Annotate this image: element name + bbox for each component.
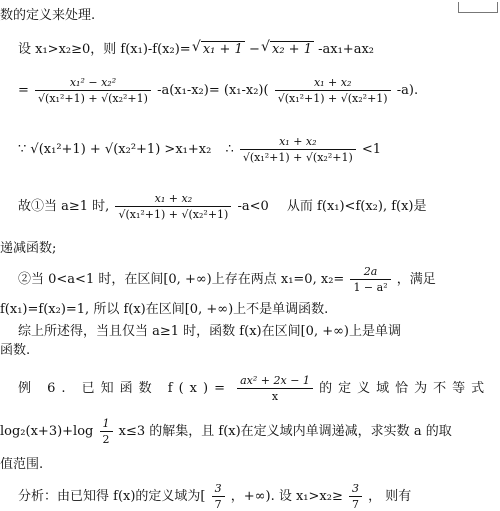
dom2-num: 3 — [351, 482, 359, 495]
text-l3-tail1: -a(x₁-x₂)= — [157, 83, 220, 98]
because-symbol: ∵ — [18, 142, 27, 157]
line-4 — [18, 135, 381, 164]
fraction-2 — [275, 76, 391, 105]
text-l14-start: 分析：由已知得 f(x)的定义域为[ — [18, 489, 206, 504]
line-8 — [0, 298, 328, 317]
text-l6: 递减函数; — [0, 241, 57, 256]
text-l2-tail: -ax₁+ax₂ — [318, 42, 374, 57]
fraction-domain-2 — [349, 482, 362, 511]
text-l3-mid: (x₁-x₂)( — [223, 83, 269, 98]
line-7 — [18, 265, 436, 294]
fraction-log-base — [100, 417, 113, 446]
text-l8: f(x₁)=f(x₂)=1, 所以 f(x)在区间[0, +∞)上不是单调函数. — [0, 302, 329, 317]
sqrt-x2: √ x₂ + 1 — [270, 41, 314, 57]
fraction-3 — [240, 135, 356, 164]
line-9 — [18, 320, 401, 339]
text-l11-end: 的定义域恰为不等式 — [319, 381, 491, 396]
frac2-den: √(x₁²+1) + √(x₂²+1) — [275, 90, 391, 105]
ex-num: ax² + 2x − 1 — [240, 374, 310, 387]
line-14 — [18, 482, 411, 511]
line-6 — [0, 237, 56, 256]
text-l1: 数的定义来处理. — [0, 8, 96, 23]
sqrt-x1: √ x₁ + 1 — [201, 41, 245, 57]
text-l4-tail: <1 — [361, 142, 382, 157]
text-l2: 设 x₁>x₂≥0，则 f(x₁)-f(x₂)= — [18, 42, 191, 57]
text-l3-tail2: -a). — [396, 83, 419, 98]
dom2-den: 7 — [349, 496, 362, 511]
text-l7-start: ②当 0<a<1 时，在区间[0, +∞)上存在两点 x₁=0, — [18, 272, 317, 287]
text-l5-start: 故①当 a≥1 时, — [18, 199, 110, 214]
text-l12-end: x≤3 的解集，且 f(x)在定义域内单调递减，求实数 a 的取 — [118, 424, 452, 439]
fraction-4 — [115, 192, 231, 221]
text-l5-end: 从而 f(x₁)<f(x₂), f(x)是 — [286, 199, 427, 214]
text-l4-left: √(x₁²+1) + √(x₂²+1) — [30, 142, 161, 157]
x2-num: 2a — [363, 265, 378, 278]
frac1-num: x₁² − x₂² — [69, 76, 117, 89]
fraction-1 — [35, 76, 151, 105]
line-11 — [18, 374, 490, 403]
text-l7-x2: x₂= — [320, 272, 345, 287]
fraction-x2 — [350, 265, 390, 294]
log-den: 2 — [100, 431, 113, 446]
line-1 — [0, 4, 95, 23]
text-l9: 综上所述得，当且仅当 a≥1 时，函数 f(x)在区间[0, +∞)上是单调 — [18, 324, 401, 339]
frac1-den: √(x₁²+1) + √(x₂²+1) — [35, 90, 151, 105]
frac2-num: x₁ + x₂ — [313, 76, 352, 89]
text-l14-mid: ，+∞). 设 x₁>x₂≥ — [230, 489, 343, 504]
dom-den: 7 — [212, 496, 225, 511]
line-3: = $\frac{\text{x₁² − x₂²}}{\text{√(x₁²+1) + √(x₂²+1)}}$ -a(x₁-x₂)= (x₁-x₂)( $\frac{\text{x₁ + x₂}}{\text{√(x₁²+1) + √(x₂²+1)}}$ -a). — [18, 76, 419, 105]
line-13 — [0, 453, 43, 472]
text-l14-end: ， 则有 — [368, 489, 412, 504]
frac4-num: x₁ + x₂ — [154, 192, 193, 205]
dom-num: 3 — [214, 482, 222, 495]
line-10 — [0, 339, 30, 358]
text-l13: 值范围. — [0, 457, 44, 472]
text-l10: 函数. — [0, 343, 31, 358]
ex-den: x — [237, 388, 313, 403]
frac3-den: √(x₁²+1) + √(x₂²+1) — [240, 149, 356, 164]
text-l4-mid: >x₁+x₂ — [164, 142, 212, 157]
fraction-example — [237, 374, 313, 403]
therefore-symbol: ∴ — [225, 142, 234, 157]
line-2: 设 x₁>x₂≥0，则 f(x₁)-f(x₂)= √ x₁ + 1 − √ x₂ + 1 -ax₁+ax₂ — [18, 38, 374, 57]
text-l11-start: 例 6. 已知函数 f(x)= — [18, 381, 231, 396]
line-5 — [18, 192, 427, 221]
line-12 — [0, 417, 452, 446]
x2-den: 1 − a² — [350, 279, 390, 294]
log-num: 1 — [102, 417, 110, 430]
frac4-den: √(x₁²+1) + √(x₂²+1) — [115, 206, 231, 221]
corner-frame — [458, 2, 498, 13]
text-l5-tail: -a<0 — [237, 199, 269, 214]
text-l7-end: ，满足 — [396, 272, 436, 287]
fraction-domain — [212, 482, 225, 511]
frac3-num: x₁ + x₂ — [279, 135, 317, 148]
text-l12-start: log₂(x+3)+log — [0, 424, 94, 439]
